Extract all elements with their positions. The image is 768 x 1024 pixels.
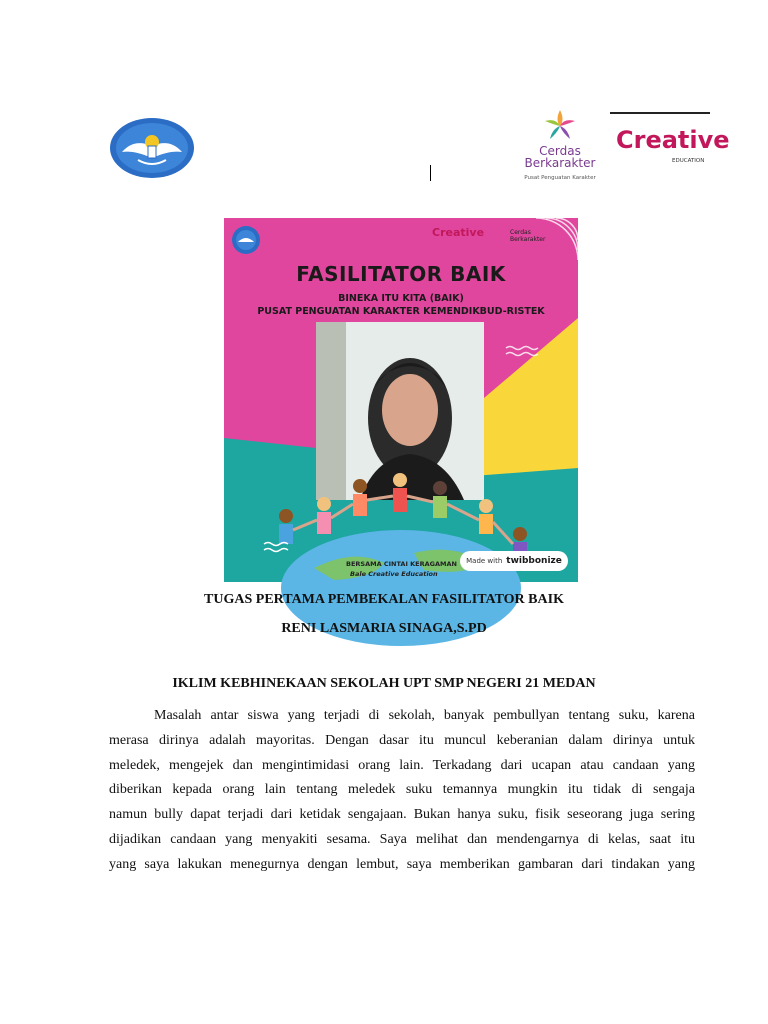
paragraph-line: merasa dirinya adalah mayoritas. Dengan dasar itu muncul keberanian dalam dirinya untuk xyxy=(109,732,695,748)
creative-word: Creative xyxy=(616,126,730,154)
poster-bottom-line-2: Bale Creative Education xyxy=(350,570,438,578)
fasilitator-baik-poster xyxy=(224,218,578,582)
poster-cerdas-line2: Berkarakter xyxy=(510,236,546,243)
paragraph-line: diberikan kepada orang lain tentang meledek suku temannya mungkin itu tidak di sengaja xyxy=(109,782,695,798)
creative-caption: EDUCATION xyxy=(672,158,705,164)
text-cursor xyxy=(430,165,431,181)
paragraph-line: dijadikan candaan yang menyakiti sesama. Saya melihat dan mendengarnya di kelas, saat itu xyxy=(109,831,695,847)
poster-title: FASILITATOR BAIK xyxy=(296,262,506,286)
poster-subtitle-1: BINEKA ITU KITA (BAIK) xyxy=(338,293,464,304)
section-heading: IKLIM KEBHINEKAAN SEKOLAH UPT SMP NEGERI 21 MEDAN xyxy=(172,676,596,691)
paragraph-line: namun bully dapat terjadi dari ketidak sengajaan. Bukan hanya suku, fisik seseorang juga sering xyxy=(109,807,695,823)
tut-wuri-handayani-logo xyxy=(108,116,196,180)
cerdas-berkarakter-logo xyxy=(510,106,610,184)
poster-bottom-line-1: BERSAMA CINTAI KERAGAMAN xyxy=(346,560,457,568)
cerdas-line2: Berkarakter xyxy=(524,156,596,170)
paragraph-line: Masalah antar siswa yang terjadi di sekolah, banyak pembullyan tentang suku, karena xyxy=(154,708,695,723)
creative-education-logo xyxy=(612,112,730,168)
document-title: TUGAS PERTAMA PEMBEKALAN FASILITATOR BAIK xyxy=(204,592,564,607)
poster-cerdas-logo xyxy=(510,229,545,243)
paragraph-line: meledek, mengejek dan mengintimidasi orang lain. Terkadang dari ucapan atau candaan yang xyxy=(109,757,695,773)
poster-cerdas-line1: Cerdas xyxy=(510,229,531,236)
document-author: RENI LASMARIA SINAGA,S.PD xyxy=(281,621,487,636)
paragraph-line: yang saya lakukan menegurnya dengan lembut, saya memberikan gambaran dari tindakan yang xyxy=(109,856,695,872)
cerdas-caption: Pusat Penguatan Karakter xyxy=(524,175,596,181)
poster-subtitle-2: PUSAT PENGUATAN KARAKTER KEMENDIKBUD-RISTEK xyxy=(257,306,545,317)
cerdas-line1: Cerdas xyxy=(539,144,581,158)
twibbonize-badge xyxy=(460,551,568,571)
badge-prefix: Made with xyxy=(466,557,503,565)
body-paragraph xyxy=(109,704,695,878)
badge-name: twibbonize xyxy=(506,556,562,566)
poster-creative-logo: Creative xyxy=(432,226,485,239)
